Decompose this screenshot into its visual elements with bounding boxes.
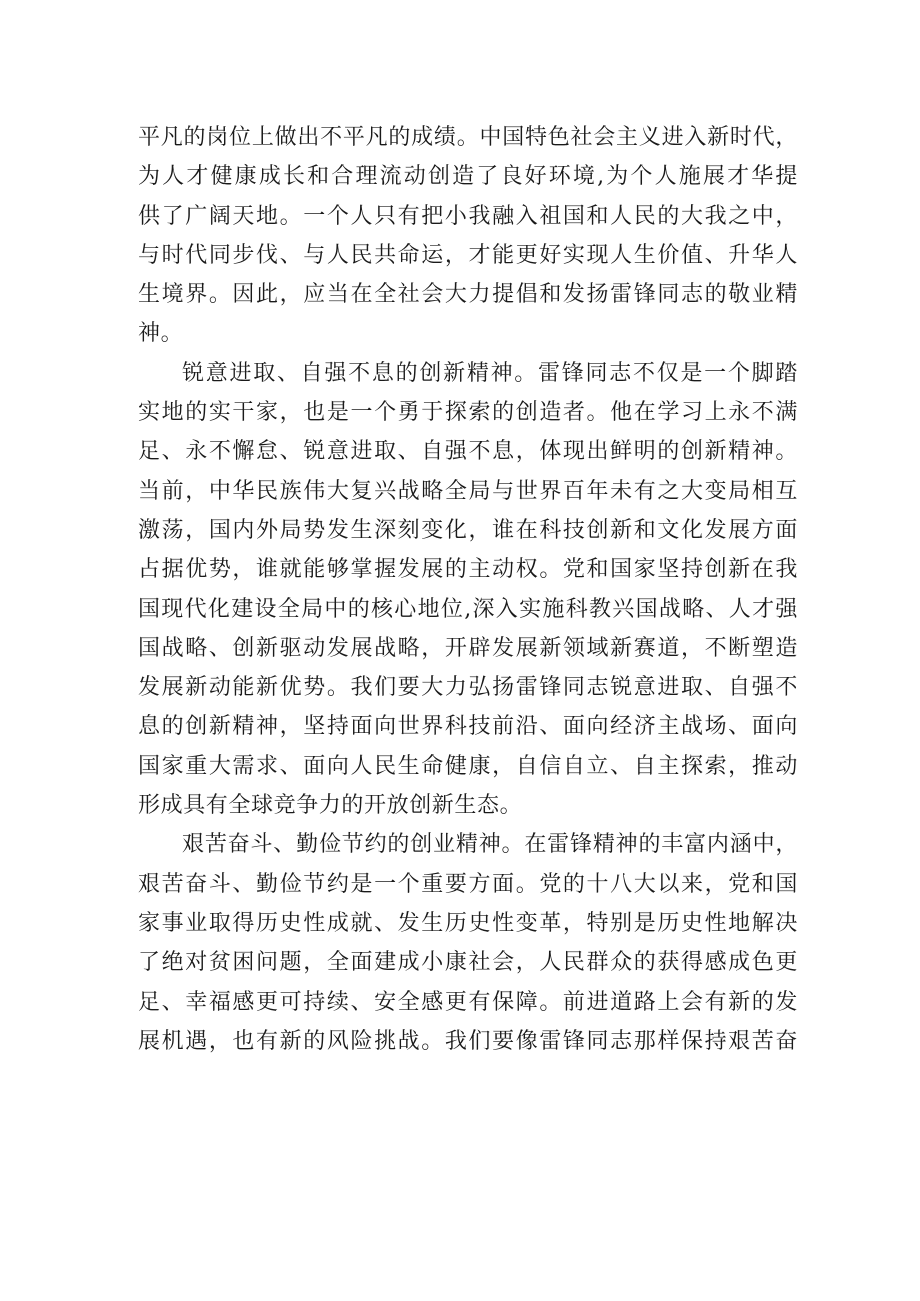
text-line: 激荡，国内外局势发生深刻变化，谁在科技创新和文化发展方面 bbox=[138, 517, 798, 543]
text-line: 生境界。因此，应当在全社会大力提倡和发扬雷锋同志的敬业精 bbox=[138, 282, 798, 308]
text-line: 形成具有全球竞争力的开放创新生态。 bbox=[138, 793, 523, 819]
text-line: 平凡的岗位上做出不平凡的成绩。中国特色社会主义进入新时代， bbox=[138, 125, 798, 150]
text-line: 展机遇，也有新的风险挑战。我们要像雷锋同志那样保持艰苦奋 bbox=[138, 1028, 798, 1054]
text-line: 为人才健康成长和合理流动创造了良好环境,为个人施展才华提 bbox=[138, 164, 798, 190]
text-line: 国战略、创新驱动发展战略，开辟发展新领域新赛道，不断塑造 bbox=[138, 635, 798, 661]
body-text bbox=[138, 118, 798, 1061]
text-line: 供了广阔天地。一个人只有把小我融入祖国和人民的大我之中， bbox=[138, 203, 798, 229]
text-line: 了绝对贫困问题，全面建成小康社会，人民群众的获得感成色更 bbox=[138, 950, 798, 976]
text-line: 发展新动能新优势。我们要大力弘扬雷锋同志锐意进取、自强不 bbox=[138, 675, 798, 701]
paragraph-heading-line: 锐意进取、自强不息的创新精神。雷锋同志不仅是一个脚踏 bbox=[182, 360, 798, 386]
text-line: 息的创新精神，坚持面向世界科技前沿、面向经济主战场、面向 bbox=[138, 714, 798, 740]
text-line: 国家重大需求、面向人民生命健康，自信自立、自主探索，推动 bbox=[138, 753, 798, 779]
text-line: 神。 bbox=[138, 321, 184, 347]
text-line: 国现代化建设全局中的核心地位,深入实施科教兴国战略、人才强 bbox=[138, 596, 798, 622]
paragraph-heading-line: 艰苦奋斗、勤俭节约的创业精神。在雷锋精神的丰富内涵中， bbox=[182, 832, 798, 858]
text-line: 实地的实干家，也是一个勇于探索的创造者。他在学习上永不满 bbox=[138, 400, 798, 426]
text-line: 艰苦奋斗、勤俭节约是一个重要方面。党的十八大以来，党和国 bbox=[138, 871, 798, 897]
text-line: 占据优势，谁就能够掌握发展的主动权。党和国家坚持创新在我 bbox=[138, 557, 798, 583]
text-line: 与时代同步伐、与人民共命运，才能更好实现人生价值、升华人 bbox=[138, 242, 798, 268]
text-line: 家事业取得历史性成就、发生历史性变革，特别是历史性地解决 bbox=[138, 910, 798, 936]
text-line: 当前，中华民族伟大复兴战略全局与世界百年未有之大变局相互 bbox=[138, 478, 798, 504]
text-line: 足、永不懈怠、锐意进取、自强不息，体现出鲜明的创新精神。 bbox=[138, 439, 798, 465]
text-line: 足、幸福感更可持续、安全感更有保障。前进道路上会有新的发 bbox=[138, 989, 798, 1015]
